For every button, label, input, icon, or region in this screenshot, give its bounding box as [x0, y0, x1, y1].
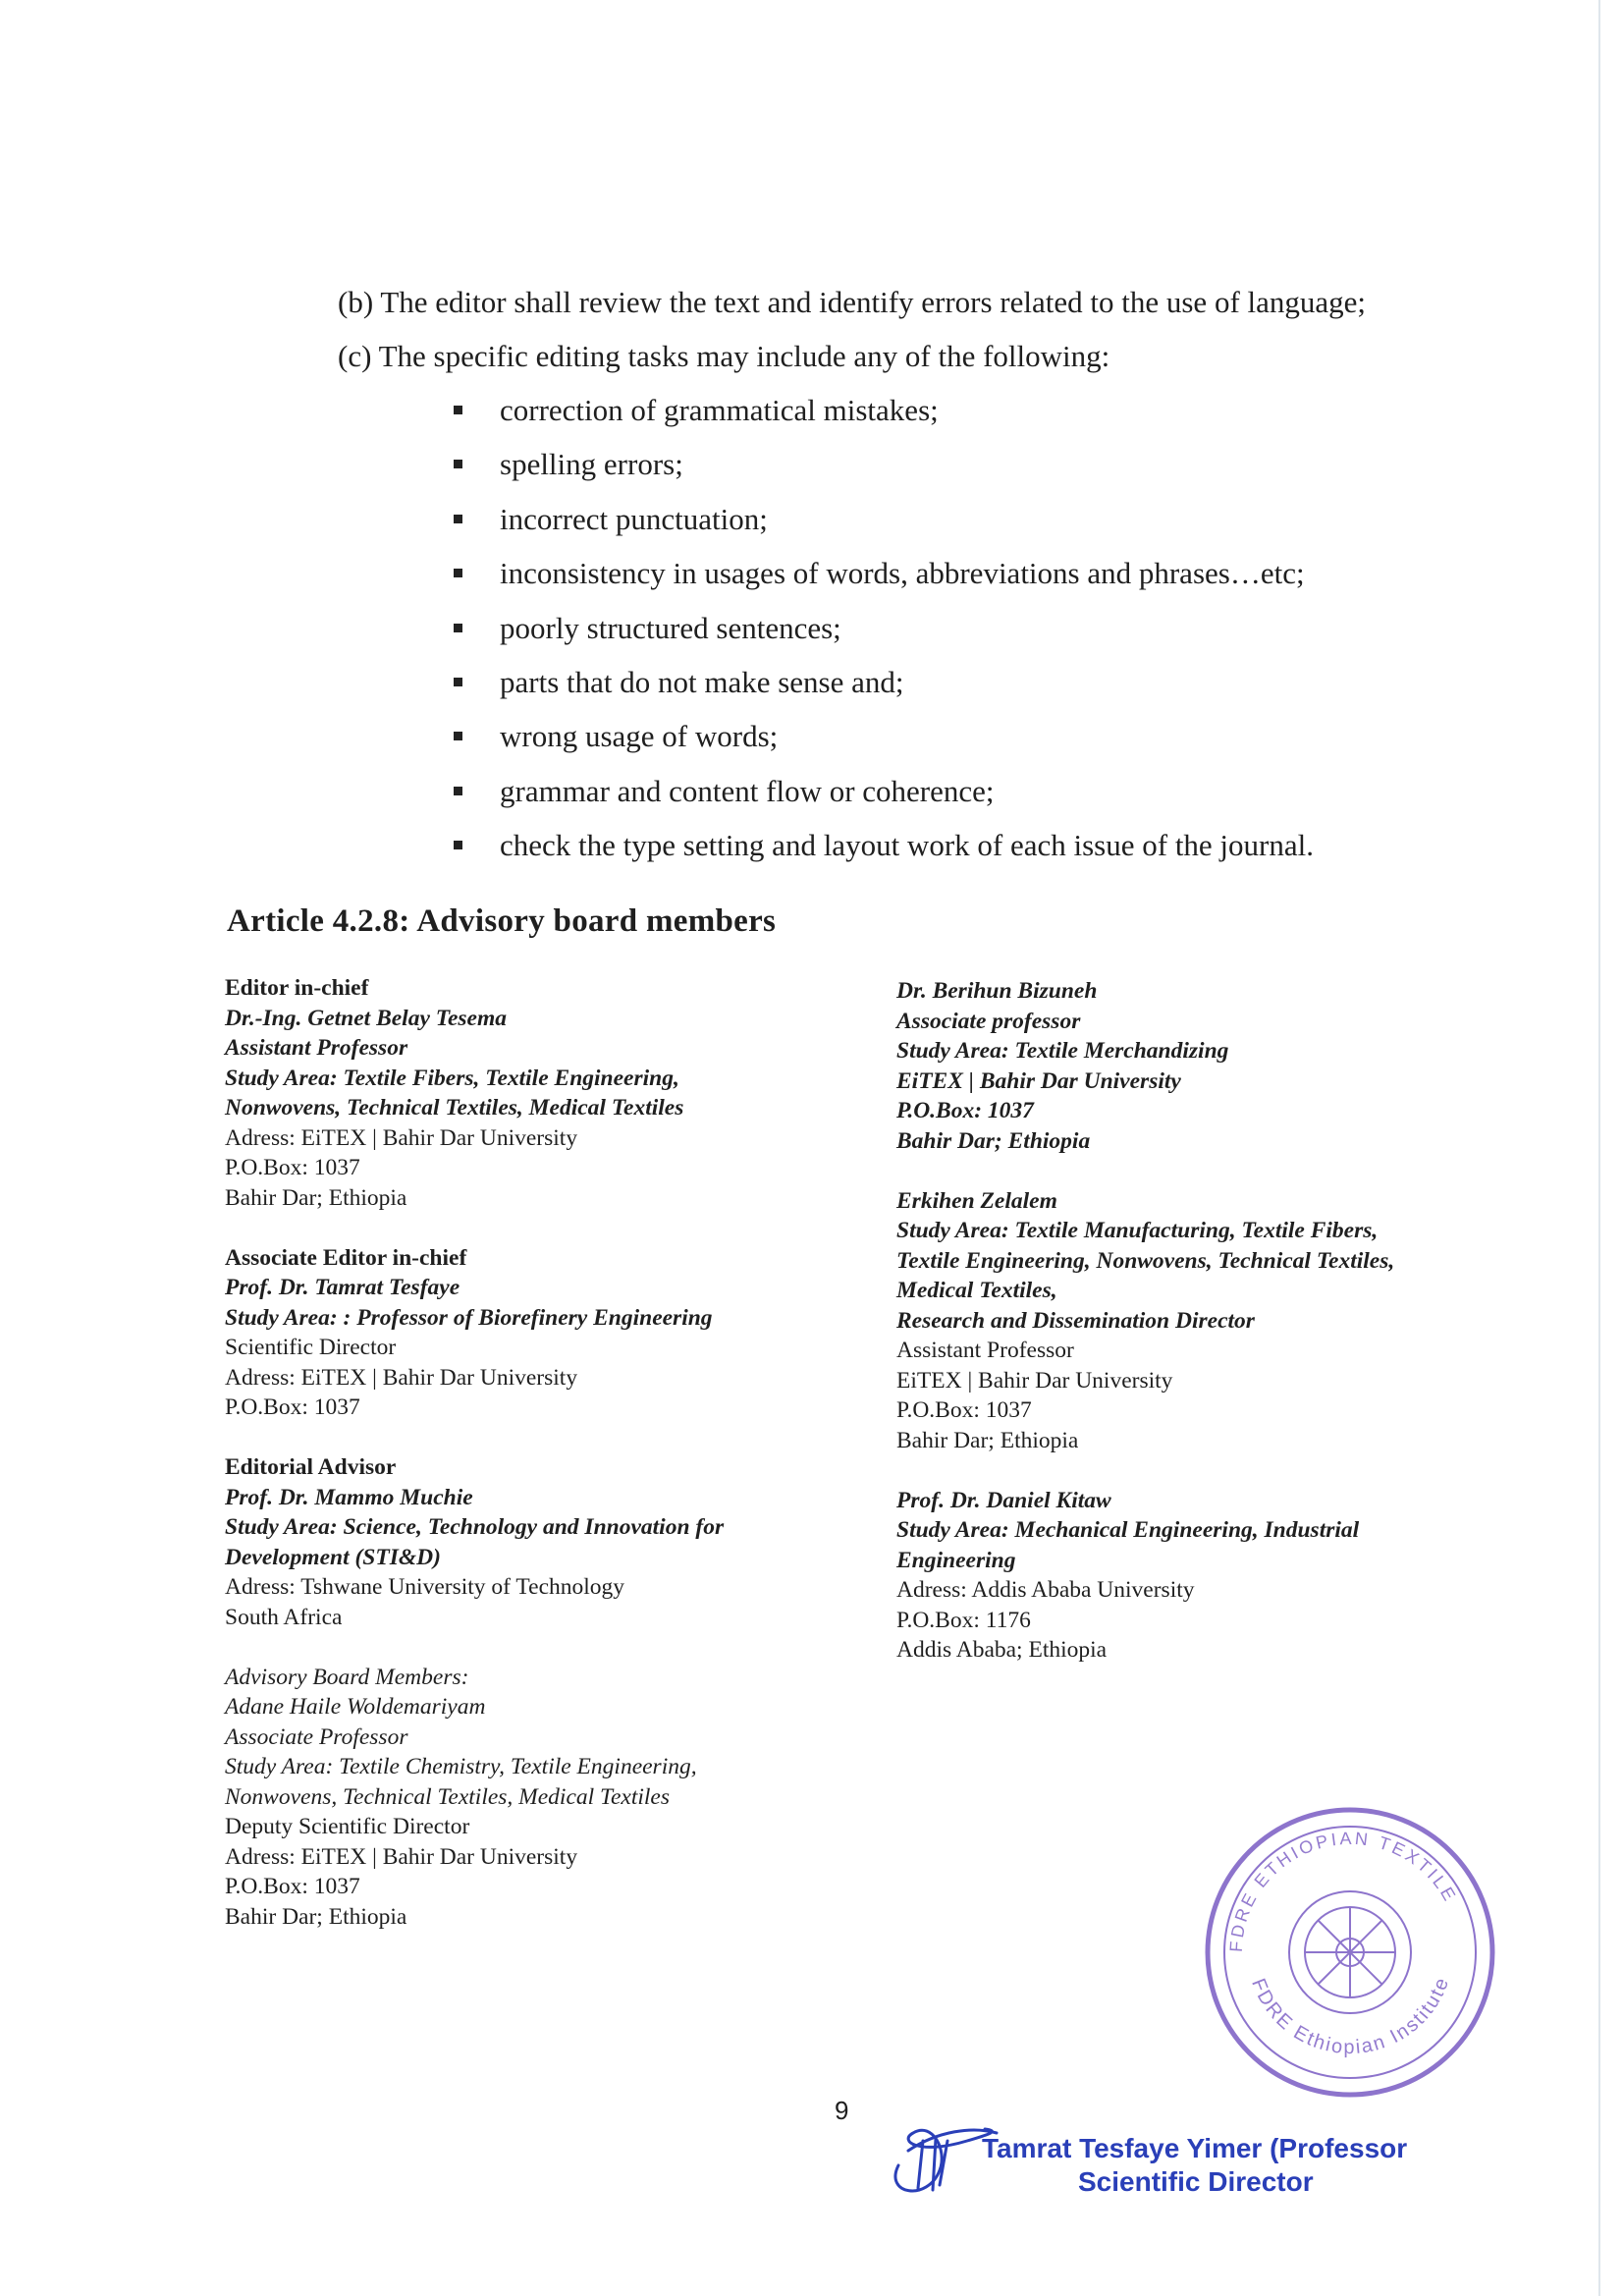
- study-area: Study Area: Textile Fibers, Textile Engineering,: [225, 1065, 679, 1091]
- member-name: Prof. Dr. Tamrat Tesfaye: [225, 1275, 460, 1300]
- city: Bahir Dar; Ethiopia: [225, 1184, 407, 1211]
- study-area-continued: Nonwovens, Technical Textiles, Medical Textiles: [225, 1783, 670, 1810]
- member-position: Assistant Professor: [896, 1338, 1074, 1363]
- page-number: 9: [835, 2096, 849, 2125]
- address: Adress: Addis Ababa University: [896, 1577, 1195, 1603]
- member-role: Research and Dissemination Director: [896, 1307, 1255, 1334]
- member-name: Dr.-Ing. Getnet Belay Tesema: [225, 1005, 507, 1031]
- editing-task-list: [338, 383, 1467, 873]
- erkihen-entry: [896, 1186, 1505, 1456]
- list-item: grammar and content flow or coherence;: [454, 764, 1467, 818]
- study-area: Study Area: Textile Merchandizing: [896, 1038, 1229, 1064]
- entry-heading: Editor in-chief: [225, 975, 369, 1001]
- list-item: inconsistency in usages of words, abbreviations and phrases…etc;: [454, 546, 1467, 600]
- member-position: Associate Professor: [225, 1723, 408, 1750]
- study-area: Study Area: Mechanical Engineering, Industrial: [896, 1517, 1360, 1543]
- member-name: Prof. Dr. Daniel Kitaw: [896, 1487, 1111, 1513]
- member-name: Erkihen Zelalem: [896, 1187, 1057, 1214]
- po-box: P.O.Box: 1037: [896, 1397, 1032, 1423]
- list-item: parts that do not make sense and;: [454, 655, 1467, 709]
- svg-text:FDRE ETHIOPIAN TEXTILE: [1226, 1829, 1461, 1953]
- study-area-continued: Engineering: [896, 1547, 1016, 1573]
- affiliation: EiTEX | Bahir Dar University: [896, 1367, 1173, 1394]
- country: South Africa: [225, 1604, 343, 1630]
- member-name: Prof. Dr. Mammo Muchie: [225, 1484, 473, 1510]
- study-area-continued: Medical Textiles,: [896, 1278, 1057, 1303]
- member-position: Assistant Professor: [225, 1035, 408, 1061]
- advisory-members-entry: [225, 1663, 814, 1933]
- signatory-name: Tamrat Tesfaye Yimer (Professor: [982, 2133, 1408, 2163]
- list-item: wrong usage of words;: [454, 709, 1467, 763]
- address: Adress: Tshwane University of Technology: [225, 1574, 625, 1600]
- address: Adress: EiTEX | Bahir Dar University: [225, 1124, 578, 1151]
- study-area: Study Area: Textile Chemistry, Textile Engineering,: [225, 1754, 697, 1779]
- associate-editor-entry: [225, 1243, 814, 1423]
- paragraph-c: (c) The specific editing tasks may include any of the following:: [338, 339, 1110, 373]
- editing-tasks-section: [338, 275, 1467, 873]
- study-area-continued: Textile Engineering, Nonwovens, Technical Textiles,: [896, 1247, 1395, 1274]
- member-name: Adane Haile Woldemariyam: [225, 1694, 486, 1720]
- list-item: poorly structured sentences;: [454, 601, 1467, 655]
- editorial-advisor-entry: [225, 1452, 814, 1632]
- po-box: P.O.Box: 1176: [896, 1607, 1031, 1633]
- address: Adress: EiTEX | Bahir Dar University: [225, 1843, 578, 1870]
- city: Bahir Dar; Ethiopia: [225, 1903, 407, 1930]
- city: Bahir Dar; Ethiopia: [896, 1427, 1079, 1453]
- editor-in-chief-entry: [225, 973, 814, 1213]
- stamp-text-bottom: FDRE Ethiopian Institute: [1247, 1973, 1454, 2058]
- affiliation: EiTEX | Bahir Dar University: [896, 1067, 1181, 1094]
- right-column: [896, 976, 1505, 1695]
- study-area: Study Area: Science, Technology and Innovation for: [225, 1514, 725, 1540]
- study-area: Study Area: Textile Manufacturing, Textile Fibers,: [896, 1218, 1379, 1243]
- address: Adress: EiTEX | Bahir Dar University: [225, 1364, 578, 1391]
- daniel-entry: [896, 1486, 1505, 1666]
- entry-heading: Advisory Board Members:: [225, 1664, 469, 1690]
- article-heading: Article 4.2.8: Advisory board members: [227, 903, 777, 939]
- entry-heading: Associate Editor in-chief: [225, 1244, 467, 1271]
- paragraph-b: (b) The editor shall review the text and identify errors related to the use of language;: [338, 285, 1367, 319]
- po-box: P.O.Box: 1037: [896, 1098, 1034, 1123]
- member-role: Scientific Director: [225, 1335, 397, 1360]
- member-name: Dr. Berihun Bizuneh: [896, 978, 1098, 1004]
- berihun-entry: [896, 976, 1505, 1156]
- member-role: Deputy Scientific Director: [225, 1814, 470, 1839]
- member-position: Associate professor: [896, 1008, 1081, 1034]
- institution-stamp: [1183, 1776, 1507, 2124]
- po-box: P.O.Box: 1037: [225, 1874, 360, 1899]
- left-column: [225, 973, 814, 1962]
- study-area: Study Area: : Professor of Biorefinery Engineering: [225, 1304, 713, 1331]
- list-item: check the type setting and layout work of each issue of the journal.: [454, 818, 1467, 872]
- city: Bahir Dar; Ethiopia: [896, 1127, 1091, 1154]
- list-item: incorrect punctuation;: [454, 492, 1467, 546]
- list-item: correction of grammatical mistakes;: [454, 383, 1467, 437]
- entry-heading: Editorial Advisor: [225, 1454, 397, 1480]
- signatory-title: Scientific Director: [1078, 2166, 1314, 2197]
- city: Addis Ababa; Ethiopia: [896, 1637, 1108, 1663]
- study-area-continued: Nonwovens, Technical Textiles, Medical Textiles: [225, 1095, 684, 1121]
- list-item: spelling errors;: [454, 437, 1467, 491]
- po-box: P.O.Box: 1037: [225, 1394, 360, 1420]
- scan-edge-line: [1598, 0, 1600, 2296]
- po-box: P.O.Box: 1037: [225, 1155, 360, 1180]
- stamp-text-top: FDRE ETHIOPIAN TEXTILE: [1225, 1828, 1461, 1953]
- study-area-continued: Development (STI&D): [225, 1544, 441, 1570]
